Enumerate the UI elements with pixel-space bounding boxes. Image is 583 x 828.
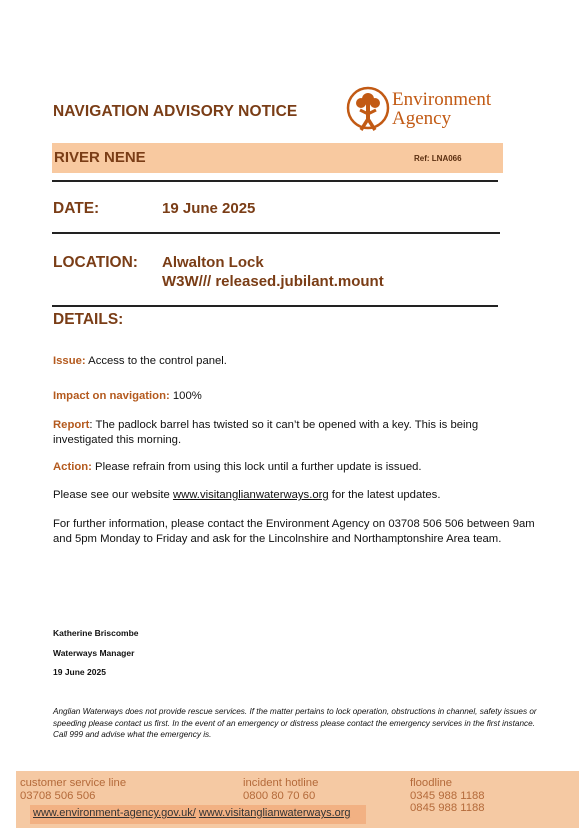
divider [52,305,498,307]
tree-figure-logo-icon [346,86,390,136]
action-text: Please refrain from using this lock until a further update is issued. [91,461,422,473]
website-pre: Please see our website [53,489,173,501]
divider [52,180,498,182]
reference-number: Ref: LNA066 [414,154,462,163]
website-link[interactable]: www.visitanglianwaterways.org [172,489,329,501]
logo-line-2: Agency [392,108,452,129]
report-text: : The padlock barrel has twisted so it can’t be opened with a key. This is being investigated this morning. [53,419,479,446]
location-w3w: W3W/// released.jubilant.mount [162,273,384,290]
floodline-number-1: 0345 988 1188 [410,790,485,802]
footer-website-anglian[interactable]: www.visitanglianwaterways.org [198,807,351,819]
signature-name: Katherine Briscombe [53,628,139,638]
issue-text: Access to the control panel. [85,355,227,367]
customer-service-label: customer service line [20,777,127,789]
report-label: Report [53,419,90,431]
incident-hotline-number: 0800 80 70 60 [243,790,316,802]
date-value: 19 June 2025 [162,200,256,217]
report-paragraph [53,418,523,448]
website-paragraph [53,488,543,503]
issue-paragraph [53,354,543,369]
details-label: DETAILS: [53,311,124,328]
river-name: RIVER NENE [54,149,146,166]
footer-website-ea[interactable]: www.environment-agency.gov.uk/ [33,807,196,819]
impact-text: 100% [169,390,202,402]
customer-service-number: 03708 506 506 [20,790,96,802]
signature-date: 19 June 2025 [53,667,106,677]
incident-hotline-label: incident hotline [243,777,319,789]
location-name: Alwalton Lock [162,254,264,271]
floodline-number-2: 0845 988 1188 [410,802,485,814]
impact-label: Impact on navigation: [53,390,170,402]
divider [52,232,500,234]
action-paragraph [53,460,543,475]
footer-websites [33,807,351,819]
floodline-label: floodline [410,777,453,789]
impact-paragraph [53,389,543,404]
date-label: DATE: [53,200,100,217]
environment-agency-logo [346,86,516,136]
contact-paragraph: For further information, please contact the Environment Agency on 03708 506 506 between 9am and 5pm Monday to Friday and ask for the Lincolnshire and Northamptonshire Area team. [53,518,535,545]
action-label: Action: [53,461,92,473]
signature-role: Waterways Manager [53,648,135,658]
location-label: LOCATION: [53,254,138,271]
logo-line-1: Environment [392,89,492,110]
website-post: for the latest updates. [328,489,441,501]
notice-title: NAVIGATION ADVISORY NOTICE [53,103,298,120]
issue-label: Issue: [53,355,86,367]
disclaimer: Anglian Waterways does not provide rescue services. If the matter pertains to lock operation, obstructions in channel, safety issues or speeding please contact us first. In the event of an emergency or distress please contact the emergency services in the first instance. Call 999 and advise what the emergency is. [53,707,537,739]
